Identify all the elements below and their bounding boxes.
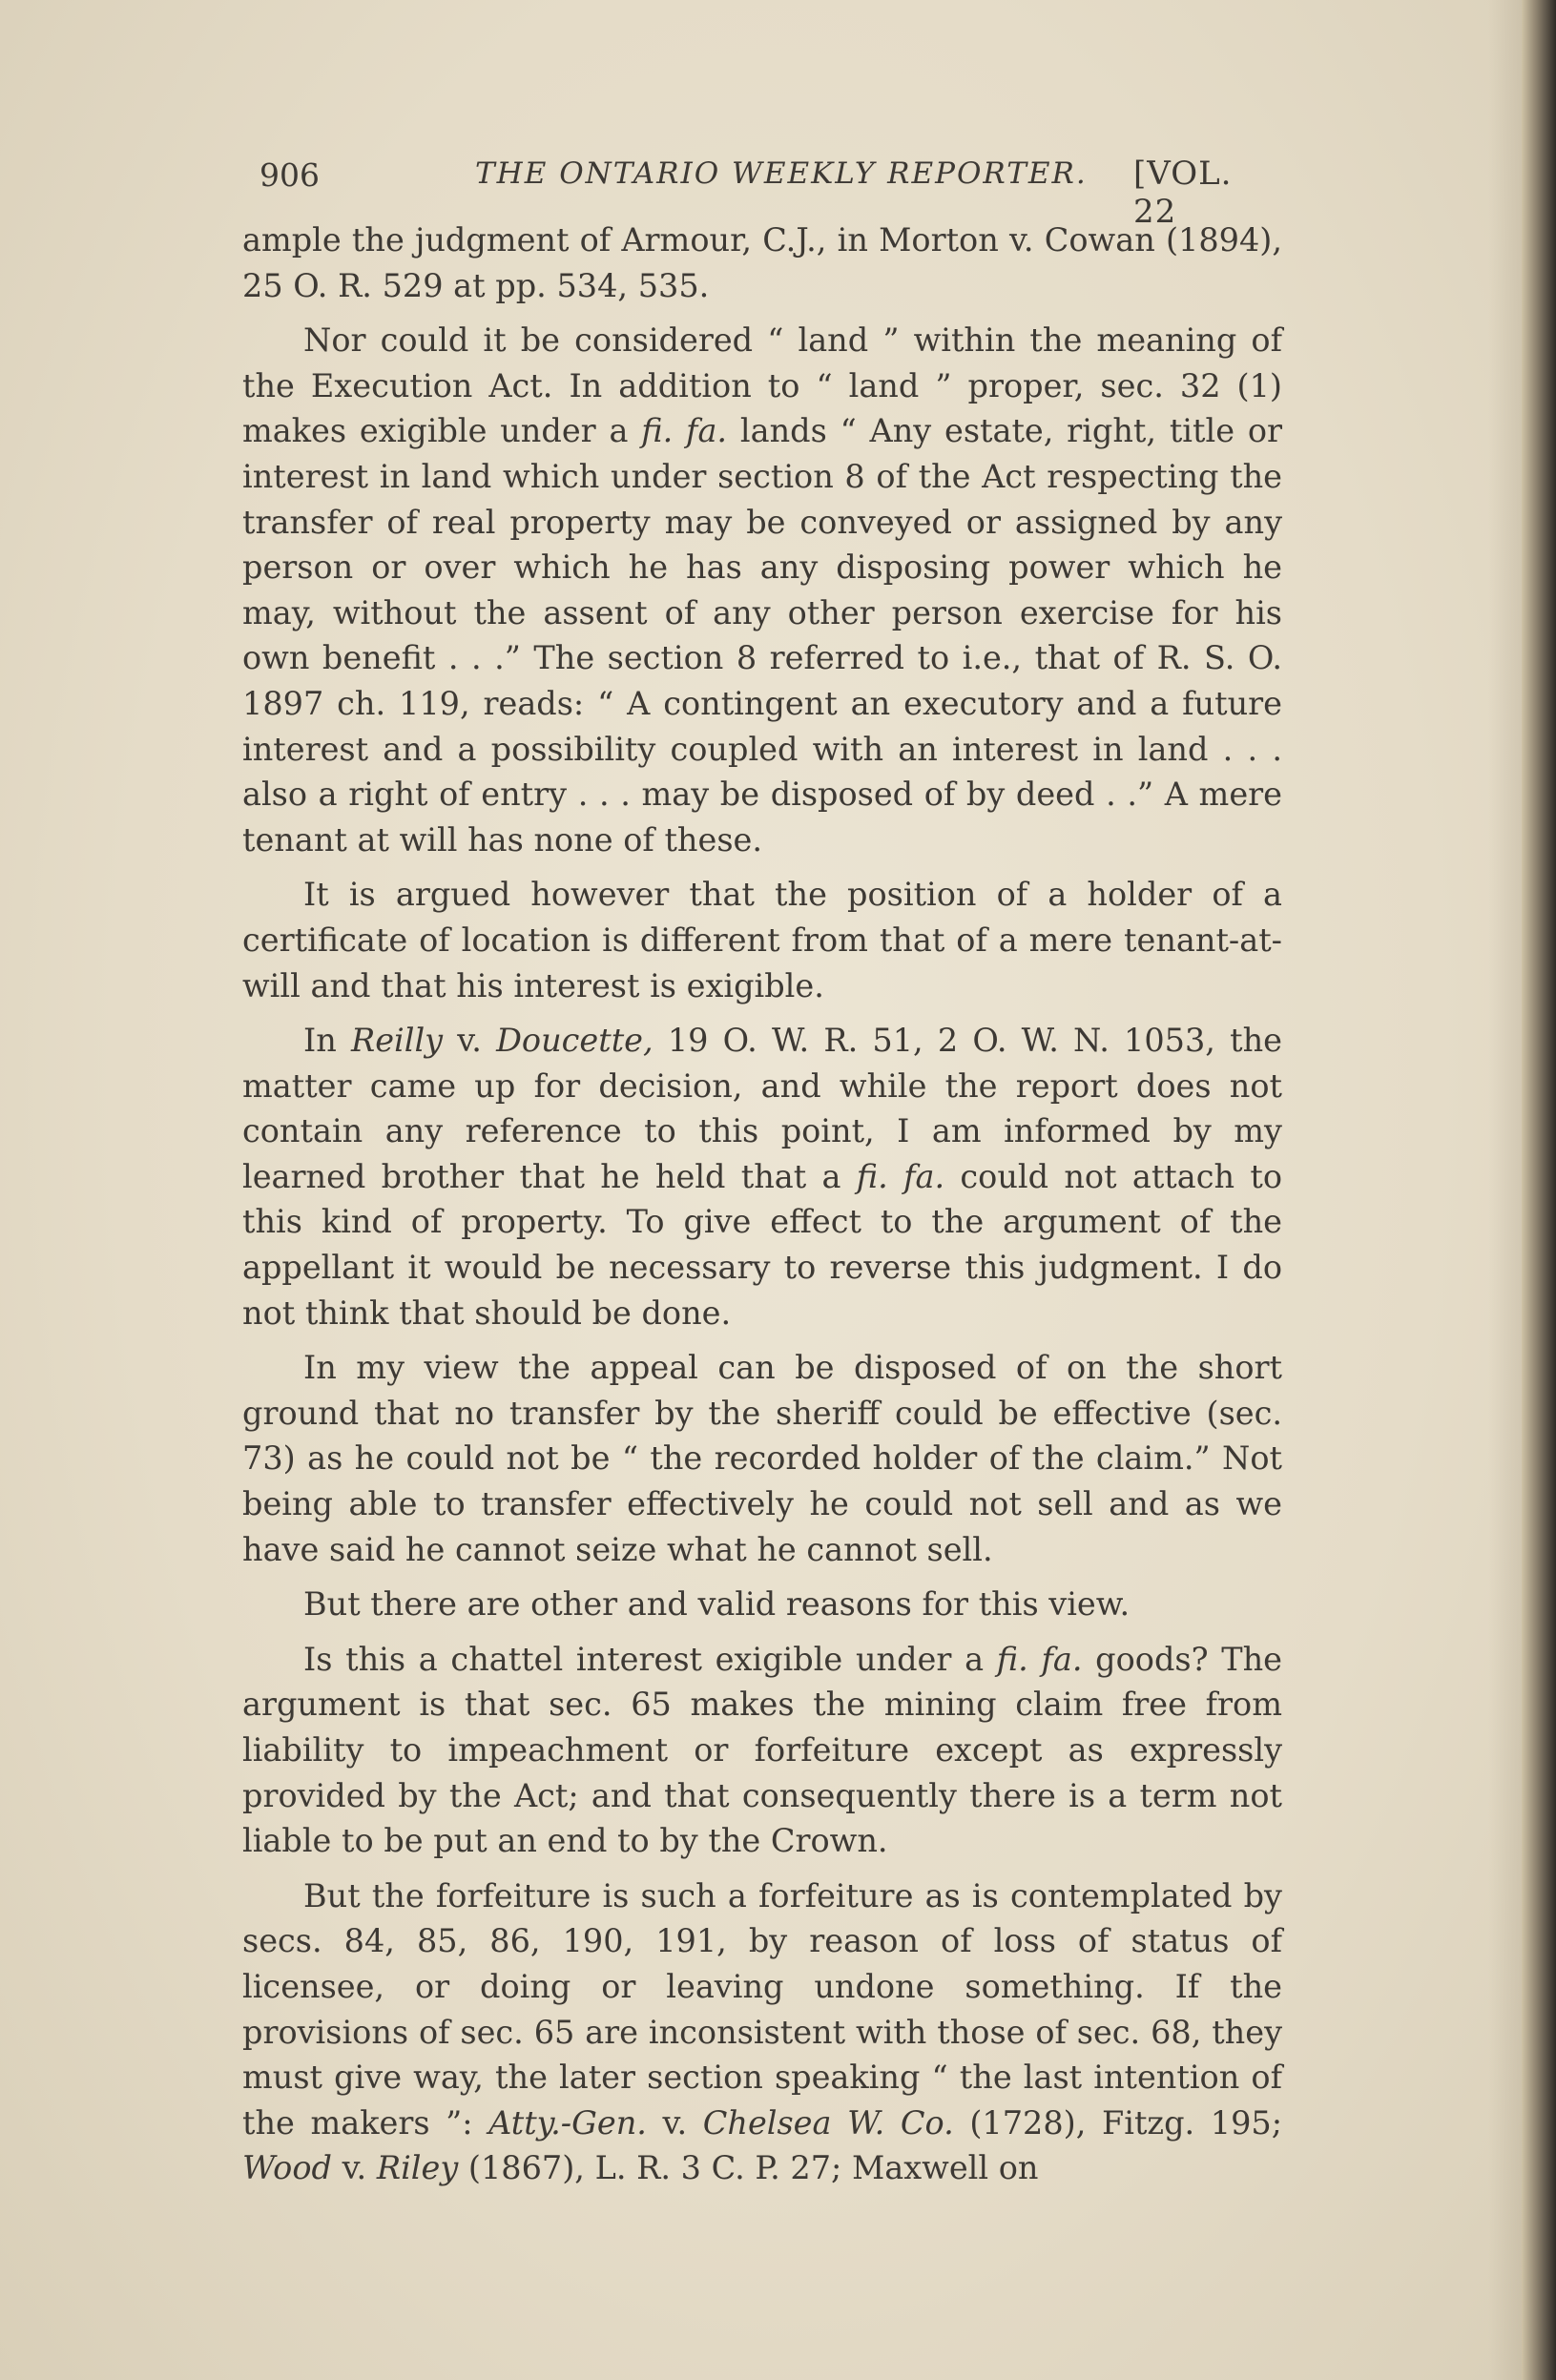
paragraph bbox=[242, 318, 1282, 862]
text-run: ample the judgment of Armour, C.J., in Morton v. Cowan (1894), 25 O. R. 529 at pp. 534, 535. bbox=[242, 221, 1282, 304]
italic-text: fi. fa. bbox=[996, 1640, 1083, 1678]
text-run: But the forfeiture is such a forfeiture as is contemplated by secs. 84, 85, 86, 190, 191, by reason of loss of status of licensee, or doing or leaving undone something. If the provisions of sec. 65 are inconsistent with those of sec. 68, they must give way, the later section speaking “ the last intention of the makers ”: bbox=[242, 1876, 1282, 2142]
text-run: v. bbox=[331, 2149, 377, 2187]
text-run: Is this a chattel interest exigible under a bbox=[303, 1640, 997, 1678]
body-text bbox=[242, 217, 1282, 2201]
italic-text: Chelsea W. Co. bbox=[702, 2103, 954, 2142]
paragraph bbox=[242, 872, 1282, 1008]
italic-text: Wood bbox=[242, 2149, 332, 2187]
text-run: lands “ Any estate, right, title or interest in land which under section 8 of the Act respecting the transfer of real property may be conveyed or assigned by any person or over which he has any disposing power which he may, without the assent of any other person exercise for his own benefit . . .” The section 8 referred to i.e., that of R. S. O. 1897 ch. 119, reads: “ A contingent an executory and a future interest and a possibility coupled with an interest in land . . . also a right of entry . . . may be disposed of by deed . .” A mere tenant at will has none of these. bbox=[242, 412, 1283, 859]
text-run: It is argued however that the position of a holder of a certificate of location is different from that of a mere tenant-at-will and that his interest is exigible. bbox=[242, 876, 1282, 1004]
text-run: (1728), Fitzg. 195; bbox=[953, 2103, 1282, 2142]
italic-text: Doucette, bbox=[496, 1022, 654, 1060]
volume-label: [VOL. 22 bbox=[1133, 155, 1233, 231]
text-run: 19 O. W. R. 51, 2 O. W. N. 1053, the matter came up for decision, and while the report does not contain any reference to this point, I am informed by my learned brother that he held that a bbox=[242, 1022, 1282, 1195]
paragraph bbox=[242, 1018, 1282, 1335]
italic-text: Atty.-Gen. bbox=[488, 2103, 647, 2142]
text-run: v. bbox=[443, 1022, 497, 1060]
text-run: But there are other and valid reasons for this view. bbox=[303, 1585, 1131, 1624]
text-run: v. bbox=[646, 2103, 703, 2142]
text-run: goods? The argument is that sec. 65 makes the mining claim free from liability to impeachment or forfeiture except as expressly provided by the Act; and that consequently there is a term not liable to be put an end to by the Crown. bbox=[242, 1640, 1283, 1860]
italic-text: fi. fa. bbox=[641, 412, 728, 450]
running-title: THE ONTARIO WEEKLY REPORTER. bbox=[475, 156, 1088, 191]
paragraph bbox=[242, 1637, 1282, 1864]
text-run: Nor could it be considered “ land ” within the meaning of the Execution Act. In addition to “ land ” proper, sec. 32 (1) makes exigible under a bbox=[242, 321, 1282, 450]
italic-text: Riley bbox=[376, 2149, 459, 2187]
italic-text: Reilly bbox=[350, 1022, 444, 1060]
italic-text: fi. fa. bbox=[856, 1157, 945, 1195]
text-run: (1867), L. R. 3 C. P. 27; Maxwell on bbox=[458, 2149, 1039, 2187]
book-spine-edge bbox=[1522, 0, 1556, 2380]
paragraph bbox=[242, 1345, 1282, 1572]
paragraph bbox=[242, 1582, 1282, 1627]
paragraph bbox=[242, 217, 1282, 308]
page-fold-shadow bbox=[1488, 0, 1526, 2380]
text-run: In my view the appeal can be disposed of on the short ground that no transfer by the sheriff could be effective (sec. 73) as he could not be “ the recorded holder of the claim.” Not being able to transfer effectively he could not sell and as we have said he cannot seize what he cannot sell. bbox=[242, 1349, 1282, 1568]
text-run: In bbox=[303, 1022, 351, 1060]
page-number: 906 bbox=[259, 156, 320, 194]
paragraph bbox=[242, 1873, 1282, 2191]
text-run: could not attach to this kind of property. To give effect to the argument of the appellant it would be necessary to reverse this judgment. I do not think that should be done. bbox=[242, 1157, 1282, 1332]
running-header bbox=[259, 149, 1278, 231]
